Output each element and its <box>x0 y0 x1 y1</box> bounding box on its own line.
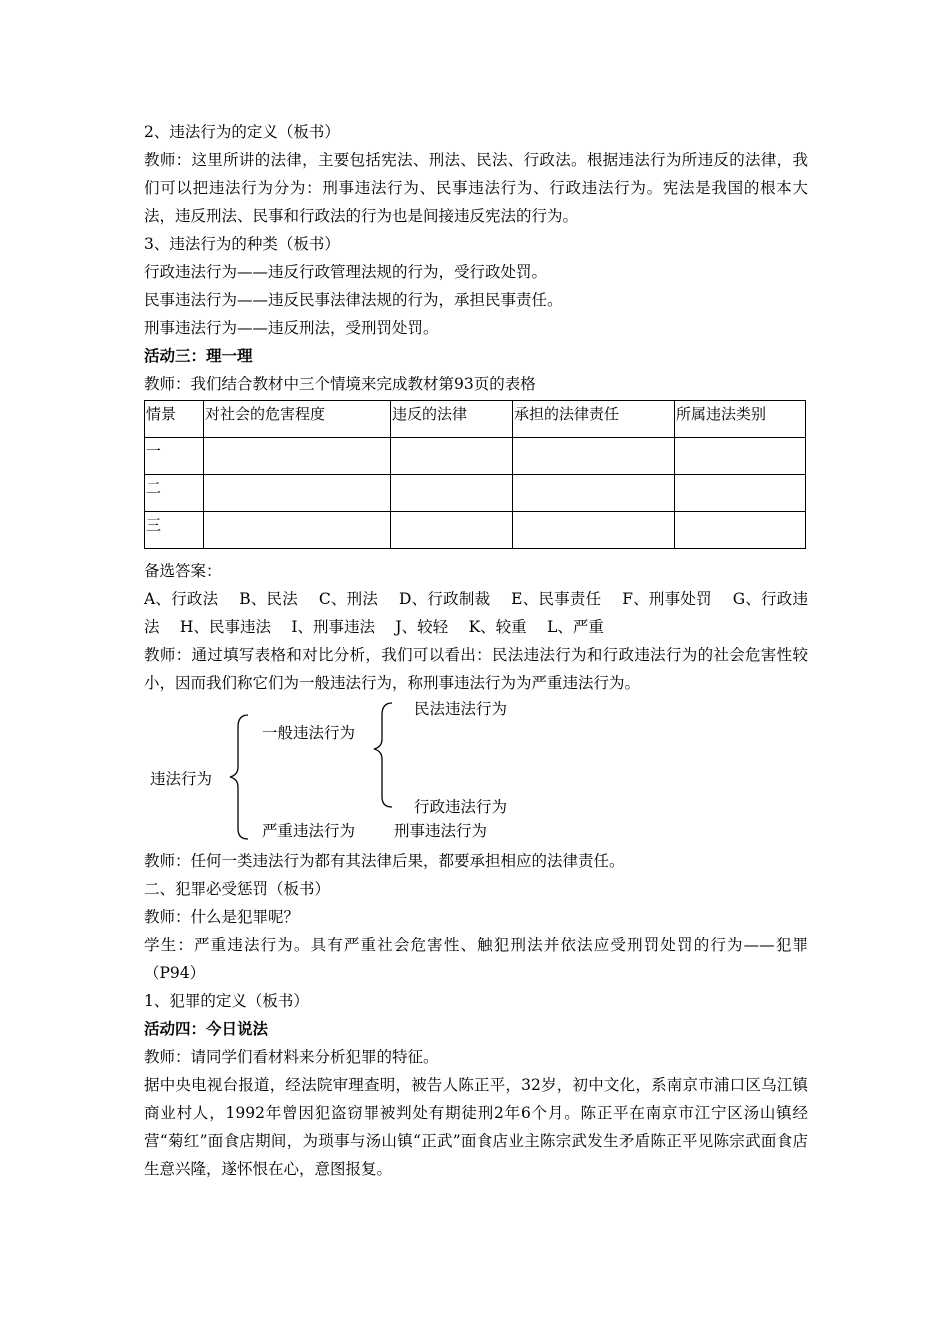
header-scenario: 情景 <box>145 401 204 438</box>
teacher-table-intro: 教师：我们结合教材中三个情境来完成教材第93页的表格 <box>144 375 536 393</box>
section-crime-heading: 二、犯罪必受惩罚（板书） <box>144 880 331 898</box>
table-row <box>145 438 806 475</box>
table-cell[interactable] <box>204 438 391 475</box>
table-cell[interactable] <box>675 438 806 475</box>
document-body <box>144 118 808 1183</box>
teacher-material-line: 教师：请同学们看材料来分析犯罪的特征。 <box>144 1048 439 1066</box>
answers-label: 备选答案： <box>144 562 222 580</box>
activity-three-heading: 活动三：理一理 <box>144 347 253 365</box>
activity-four-heading: 活动四：今日说法 <box>144 1020 269 1038</box>
table-cell[interactable] <box>391 512 513 549</box>
teacher-consequence-line: 教师：任何一类违法行为都有其法律后果，都要承担相应的法律责任。 <box>144 852 625 870</box>
crime-definition-heading: 1、犯罪的定义（板书） <box>144 992 309 1010</box>
answers-options: A、行政法 B、民法 C、刑法 D、行政制裁 E、民事责任 F、刑事处罚 G、行政违法 H、民事违法 I、刑事违法 J、较轻 K、较重 L、严重 <box>144 590 808 636</box>
student-answer-paragraph: 学生：严重违法行为。具有严重社会危害性、触犯刑法并依法应受刑罚处罚的行为——犯罪（P94） <box>144 936 808 982</box>
table-cell[interactable] <box>513 475 675 512</box>
table-cell[interactable] <box>204 475 391 512</box>
row-label: 一 <box>145 438 204 475</box>
diagram-civil-label: 民法违法行为 <box>414 700 508 718</box>
table-header-row <box>145 401 806 438</box>
teacher-comparison-paragraph: 教师：通过填写表格和对比分析，我们可以看出：民法违法行为和行政违法行为的社会危害性较小，因而我们称它们为一般违法行为，称刑事违法行为为严重违法行为。 <box>144 646 808 692</box>
table-row <box>145 512 806 549</box>
teacher-paragraph-law-types: 教师：这里所讲的法律，主要包括宪法、刑法、民法、行政法。根据违法行为所违反的法律，我们可以把违法行为分为：刑事违法行为、民事违法行为、行政违法行为。宪法是我国的根本大法，违反刑法、民事和行政法的行为也是间接违反宪法的行为。 <box>144 151 808 225</box>
row-label: 三 <box>145 512 204 549</box>
admin-violation-line: 行政违法行为——违反行政管理法规的行为，受行政处罚。 <box>144 263 548 281</box>
table-cell[interactable] <box>513 438 675 475</box>
civil-violation-line: 民事违法行为——违反民事法律法规的行为，承担民事责任。 <box>144 291 563 309</box>
table-row <box>145 475 806 512</box>
diagram-general-label: 一般违法行为 <box>262 724 356 742</box>
header-law-violated: 违反的法律 <box>391 401 513 438</box>
table-cell[interactable] <box>675 512 806 549</box>
header-violation-category: 所属违法类别 <box>675 401 806 438</box>
diagram-admin-label: 行政违法行为 <box>414 798 508 816</box>
header-harm-degree: 对社会的危害程度 <box>204 401 391 438</box>
criminal-violation-line: 刑事违法行为——违反刑法，受刑罚处罚。 <box>144 319 439 337</box>
section-definition-heading: 2、违法行为的定义（板书） <box>144 123 340 141</box>
law-classification-table <box>144 400 806 549</box>
teacher-question-line: 教师：什么是犯罪呢？ <box>144 908 300 926</box>
diagram-serious-label: 严重违法行为 <box>262 822 356 840</box>
violation-classification-diagram <box>144 697 806 847</box>
section-types-heading: 3、违法行为的种类（板书） <box>144 235 340 253</box>
table-cell[interactable] <box>204 512 391 549</box>
row-label: 二 <box>145 475 204 512</box>
header-liability: 承担的法律责任 <box>513 401 675 438</box>
table-cell[interactable] <box>513 512 675 549</box>
diagram-criminal-label: 刑事违法行为 <box>394 822 488 840</box>
table-cell[interactable] <box>675 475 806 512</box>
diagram-root-label: 违法行为 <box>150 770 213 788</box>
table-cell[interactable] <box>391 475 513 512</box>
table-cell[interactable] <box>391 438 513 475</box>
case-report-paragraph: 据中央电视台报道，经法院审理查明，被告人陈正平，32岁，初中文化，系南京市浦口区乌江镇商业村人，1992年曾因犯盗窃罪被判处有期徒刑2年6个月。陈正平在南京市江宁区汤山镇经营“菊红”面食店期间，为琐事与汤山镇“正武”面食店业主陈宗武发生矛盾陈正平见陈宗武面食店生意兴隆，遂怀恨在心，意图报复。 <box>144 1076 808 1178</box>
